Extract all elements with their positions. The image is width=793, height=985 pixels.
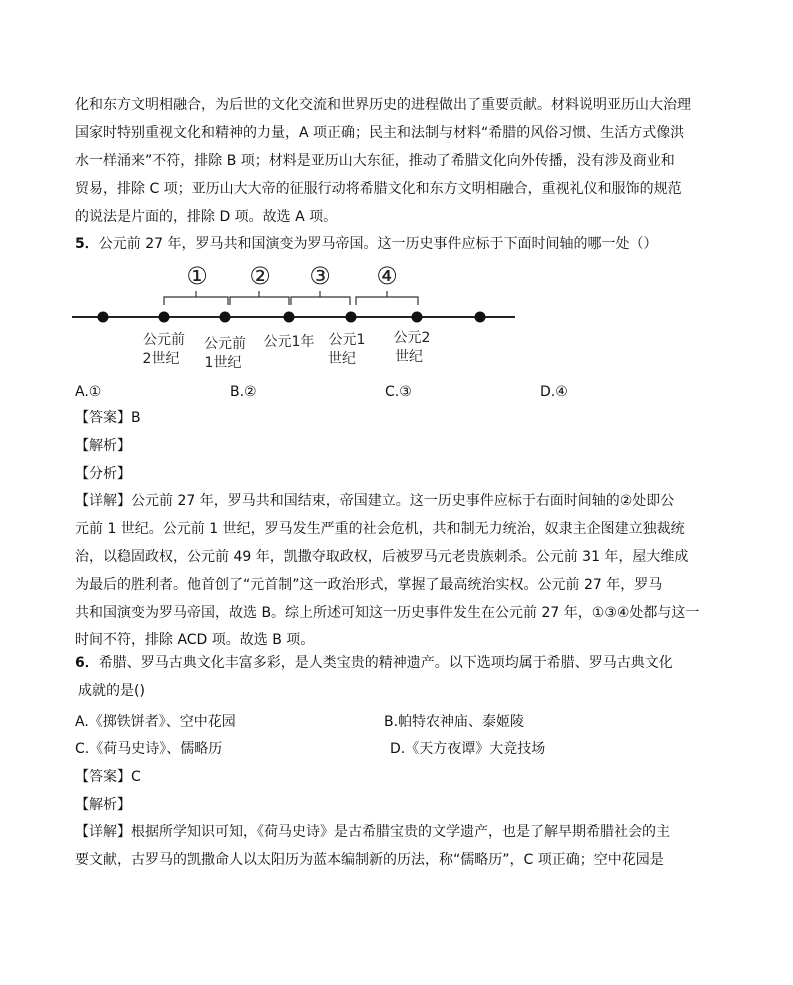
timeline-label: 2世纪 — [142, 351, 180, 367]
detail-line: 要文献，古罗马的凯撒命人以太阳历为蓝本编制新的历法，称“儒略历”，C 项正确；空中花园是 — [75, 852, 664, 868]
timeline-diagram — [60, 256, 530, 374]
question-number: 5． — [75, 236, 99, 252]
option-b: B.② — [230, 384, 257, 400]
question-text: 公元前 27 年，罗马共和国演变为罗马帝国。这一历史事件应标于下面时间轴的哪一处（） — [98, 236, 658, 252]
timeline-brace — [164, 291, 228, 305]
detail-line: 为最后的胜利者。他首创了“元首制”这一政治形式，掌握了最高统治实权。公元前 27 年，罗马 — [75, 577, 663, 593]
detail-line: 共和国演变为罗马帝国，故选 B。综上所述可知这一历史事件发生在公元前 27 年，①③④处都与这一 — [75, 605, 700, 621]
question-text: 成就的是() — [78, 683, 145, 699]
timeline-brace — [291, 291, 350, 305]
timeline-point — [98, 312, 109, 323]
option-a: A.① — [75, 384, 102, 400]
prev-explanation-line: 水一样涌来”不符，排除 B 项；材料是亚历山大东征，推动了希腊文化向外传播，没有涉及商业和 — [75, 153, 675, 169]
detail-line: 【详解】公元前 27 年，罗马共和国结束，帝国建立。这一历史事件应标于右面时间轴的②处即公 — [75, 493, 675, 509]
question-text: 希腊、罗马古典文化丰富多彩，是人类宝贵的精神遗产。以下选项均属于希腊、罗马古典文化 — [98, 655, 673, 671]
timeline-marker: ② — [249, 262, 271, 290]
timeline-label: 公元2 — [393, 330, 431, 346]
timeline-marker: ① — [186, 262, 208, 290]
option-c: C.③ — [385, 384, 412, 400]
option-a: A.《掷铁饼者》、空中花园 — [75, 714, 236, 730]
timeline-marker: ④ — [376, 262, 398, 290]
timeline-label: 世纪 — [395, 349, 423, 365]
timeline-point — [412, 312, 423, 323]
timeline-point — [220, 312, 231, 323]
option-b: B.帕特农神庙、泰姬陵 — [384, 714, 525, 730]
question-number: 6． — [75, 655, 99, 671]
timeline-point — [284, 312, 295, 323]
answer: 【答案】C — [75, 769, 141, 785]
timeline-label: 公元前 — [143, 332, 185, 348]
timeline-point — [159, 312, 170, 323]
analysis-heading: 【解析】 — [75, 797, 131, 813]
detail-line: 【详解】根据所学知识可知，《荷马史诗》是古希腊宝贵的文学遗产，也是了解早期希腊社会的主 — [75, 824, 670, 840]
option-d: D.④ — [540, 384, 568, 400]
detail-line: 时间不符，排除 ACD 项。故选 B 项。 — [75, 632, 315, 648]
timeline-point — [346, 312, 357, 323]
timeline-label: 1世纪 — [204, 355, 242, 371]
timeline-marker: ③ — [309, 262, 331, 290]
question-5 — [75, 234, 657, 254]
detail-line: 元前 1 世纪。公元前 1 世纪，罗马发生严重的社会危机，共和制无力统治，奴隶主企图建立独裁统 — [75, 521, 685, 537]
timeline-label: 世纪 — [328, 351, 356, 367]
timeline-label: 公元1年 — [263, 334, 315, 350]
timeline-label: 公元1 — [328, 332, 366, 348]
timeline-brace — [356, 291, 418, 305]
question-6 — [75, 653, 673, 673]
detail-line: 治，以稳固政权，公元前 49 年，凯撒夺取政权，后被罗马元老贵族刺杀。公元前 31 年，屋大维成 — [75, 549, 689, 565]
fenxi-heading: 【分析】 — [75, 466, 131, 482]
answer: 【答案】B — [75, 410, 141, 426]
prev-explanation-line: 化和东方文明相融合，为后世的文化交流和世界历史的进程做出了重要贡献。材料说明亚历山大治理 — [75, 97, 691, 113]
timeline-brace — [230, 291, 289, 305]
timeline-point — [475, 312, 486, 323]
option-c: C.《荷马史诗》、儒略历 — [75, 741, 223, 757]
prev-explanation-line: 的说法是片面的，排除 D 项。故选 A 项。 — [75, 209, 338, 225]
prev-explanation-line: 贸易，排除 C 项；亚历山大大帝的征服行动将希腊文化和东方文明相融合，重视礼仪和服饰的规范 — [75, 181, 682, 197]
prev-explanation-line: 国家时特别重视文化和精神的力量，A 项正确；民主和法制与材料“希腊的风俗习惯、生活方式像洪 — [75, 125, 685, 141]
analysis-heading: 【解析】 — [75, 438, 131, 454]
timeline-label: 公元前 — [204, 336, 246, 352]
option-d: D.《天方夜谭》大竞技场 — [390, 741, 546, 757]
